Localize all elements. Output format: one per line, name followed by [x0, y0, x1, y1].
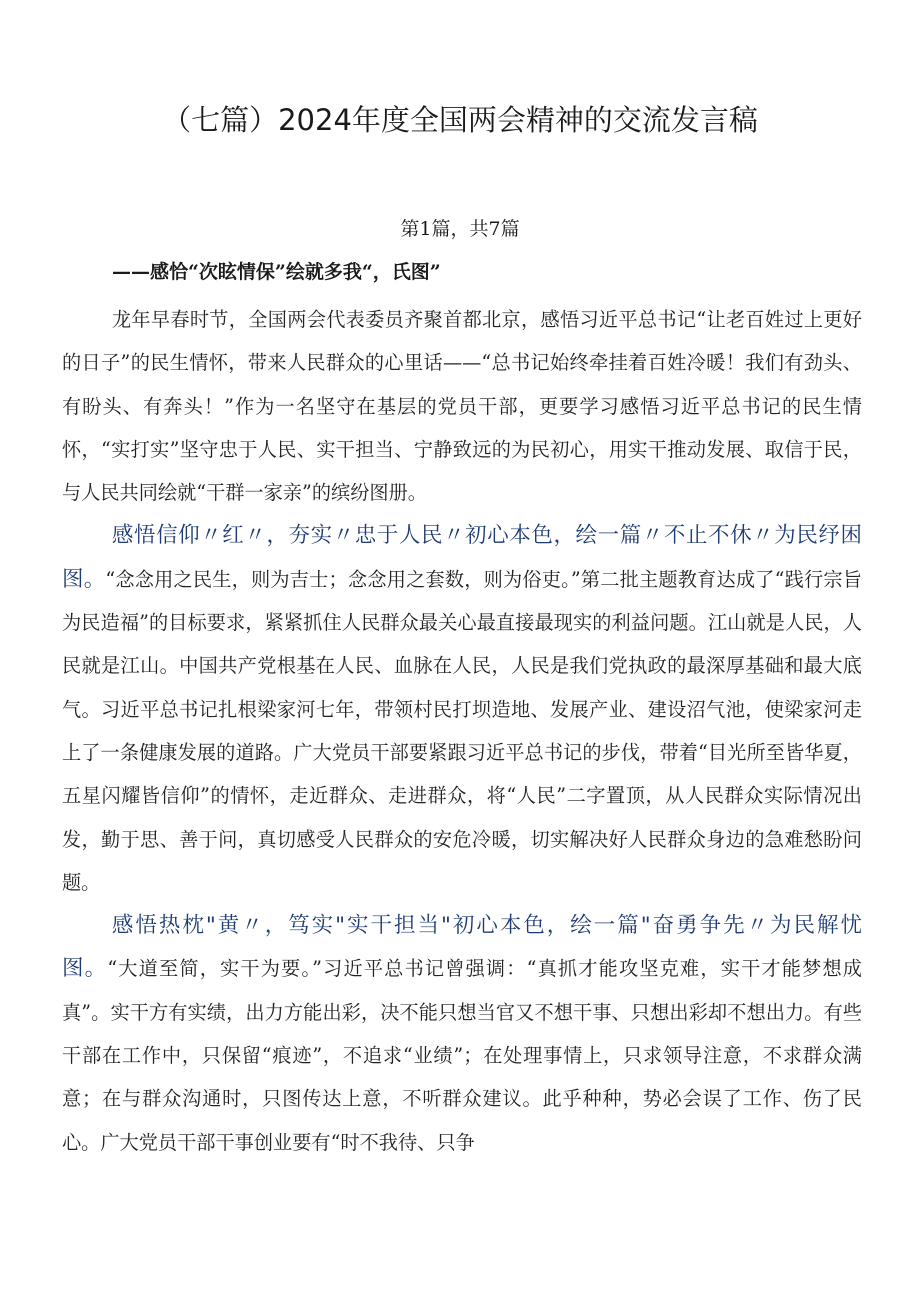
paragraph-1-text: 龙年早春时节，全国两会代表委员齐聚首都北京，感悟习近平总书记“让老百姓过上更好的日子”的民生情怀，带来人民群众的心里话——“总书记始终牵挂着百姓冷暖！我们有劲头、有盼头、有奔头！”作为一名坚守在基层的党员干部，更要学习感悟习近平总书记的民生情怀，“实打实”坚守忠于人民、实干担当、宁静致远的为民初心，用实干推动发展、取信于民，与人民共同绘就“干群一家亲”的缤纷图册。	[62, 308, 862, 505]
document-body	[62, 298, 862, 1164]
paragraph-3-text: “大道至简，实干为要。”习近平总书记曾强调：“真抓才能攻坚克难，实干才能梦想成真”。实干方有实绩，出力方能出彩，决不能只想当官又不想干事、只想出彩却不想出力。有些干部在工作中，只保留“痕迹”，不追求“业绩”；在处理事情上，只求领导注意，不求群众满意；在与群众沟通时，只图传达上意，不听群众建议。此乎种种，势必会误了工作、伤了民心。广大党员干部干事创业要有“时不我待、只争	[62, 957, 862, 1154]
document-tagline: ——感恰“次眩情保”绘就多我“，氏图”	[112, 261, 441, 283]
paragraph-2	[62, 514, 862, 904]
section-heading-2: 感悟热枕"黄〃，笃实"实干担当"初心本色，绘一篇"奋勇争先〃为民解忧图。	[62, 913, 862, 982]
document-subtitle: 第1篇，共7篇	[400, 218, 520, 240]
paragraph-2-text: “念念用之民生，则为吉士；念念用之套数，则为俗吏。”第二批主题教育达成了“践行宗旨为民造福”的目标要求，紧紧抓住人民群众最关心最直接最现实的利益问题。江山就是人民，人民就是江山。中国共产党根基在人民、血脉在人民，人民是我们党执政的最深厚基础和最大底气。习近平总书记扎根梁家河七年，带领村民打坝造地、发展产业、建设沼气池，使梁家河走上了一条健康发展的道路。广大党员干部要紧跟习近平总书记的步伐，带着“目光所至皆华夏，五星闪耀皆信仰”的情怀，走近群众、走进群众，将“人民”二字置顶，从人民群众实际情况出发，勤于思、善于问，真切感受人民群众的安危冷暖，切实解决好人民群众身边的急难愁盼问题。	[62, 567, 862, 894]
document-title: （七篇）2024年度全国两会精神的交流发言稿	[162, 103, 758, 137]
section-heading-1: 感悟信仰〃红〃，夯实〃忠于人民〃初心本色，绘一篇〃不止不休〃为民纾困图。	[62, 523, 862, 592]
paragraph-3	[62, 904, 862, 1164]
paragraph-1	[62, 298, 862, 514]
